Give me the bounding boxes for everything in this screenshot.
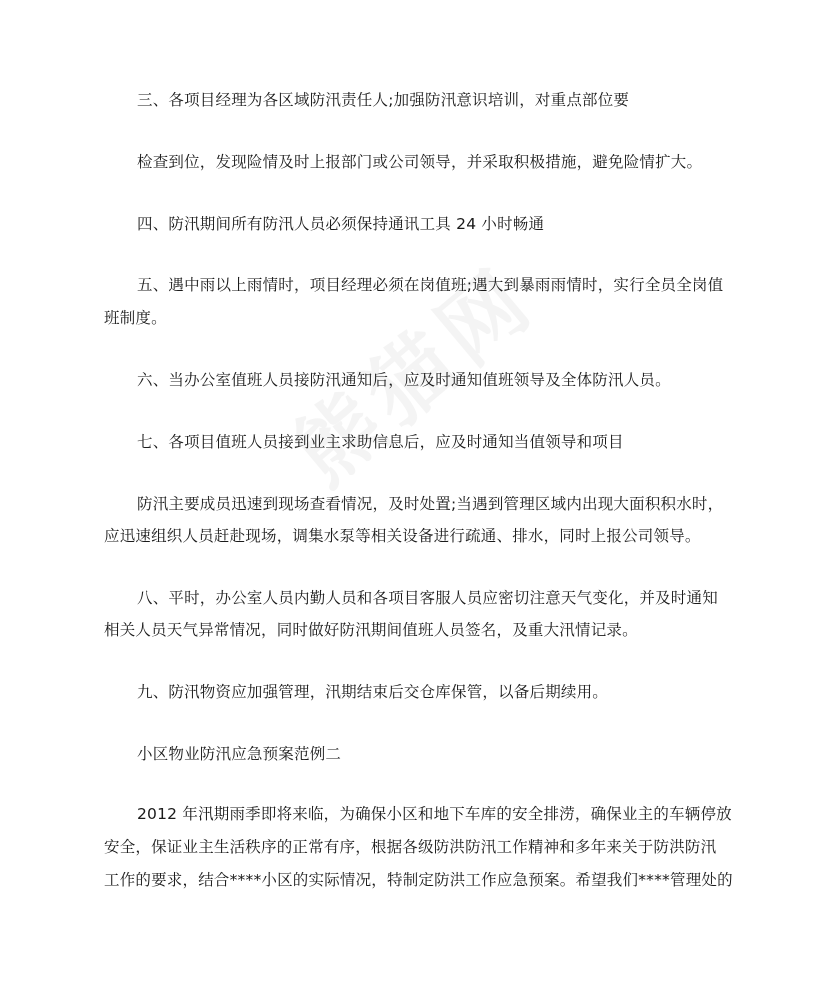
intro-line-2: 安全，保证业主生活秩序的正常有序，根据各级防洪防汛工作精神和多年来关于防洪防汛 xyxy=(104,838,717,856)
paragraph-5-line-1: 五、遇中雨以上雨情时，项目经理必须在岗值班;遇大到暴雨雨情时，实行全员全岗值 xyxy=(137,276,724,294)
paragraph-5-line-2: 班制度。 xyxy=(104,309,167,327)
paragraph-7-cont-line-1: 防汛主要成员迅速到现场查看情况，及时处置;当遇到管理区域内出现大面积积水时， xyxy=(137,495,724,513)
paragraph-7-cont-line-2: 应迅速组织人员赶赴现场，调集水泵等相关设备进行疏通、排水，同时上报公司领导。 xyxy=(104,527,701,545)
paragraph-7: 七、各项目值班人员接到业主求助信息后，应及时通知当值领导和项目 xyxy=(137,433,624,451)
intro-line-3: 工作的要求，结合****小区的实际情况，特制定防洪工作应急预案。希望我们****管理处的 xyxy=(104,871,733,889)
paragraph-3-continuation: 检查到位，发现险情及时上报部门或公司领导，并采取积极措施，避免险情扩大。 xyxy=(137,153,703,171)
paragraph-4: 四、防汛期间所有防汛人员必须保持通讯工具 24 小时畅通 xyxy=(137,215,545,233)
paragraph-8-line-1: 八、平时，办公室人员内勤人员和各项目客服人员应密切注意天气变化，并及时通知 xyxy=(137,589,718,607)
paragraph-6: 六、当办公室值班人员接防汛通知后，应及时通知值班领导及全体防汛人员。 xyxy=(137,371,671,389)
paragraph-9: 九、防汛物资应加强管理，汛期结束后交仓库保管，以备后期续用。 xyxy=(137,683,609,701)
intro-line-1: 2012 年汛期雨季即将来临，为确保小区和地下车库的安全排涝，确保业主的车辆停放 xyxy=(137,805,732,823)
section-heading: 小区物业防汛应急预案范例二 xyxy=(137,745,342,763)
paragraph-3-line-1: 三、各项目经理为各区域防汛责任人;加强防汛意识培训，对重点部位要 xyxy=(137,91,630,109)
paragraph-8-line-2: 相关人员天气异常情况，同时做好防汛期间值班人员签名，及重大汛情记录。 xyxy=(104,621,638,639)
